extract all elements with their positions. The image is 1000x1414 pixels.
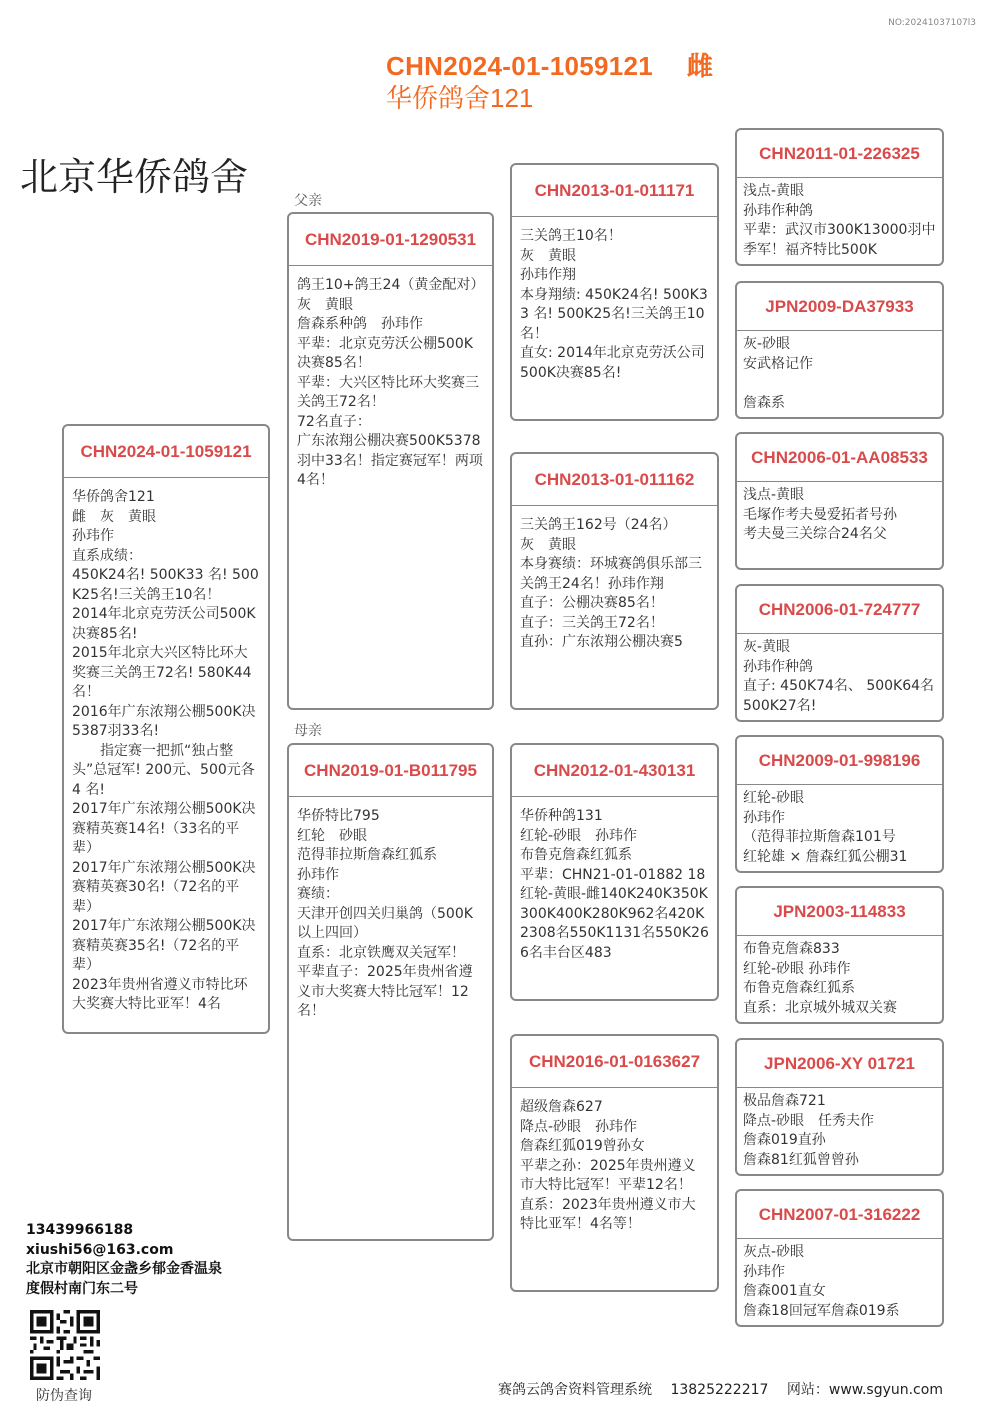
great-grandparent-ring: CHN2007-01-316222 — [737, 1191, 942, 1239]
detail-line: 天津开创四关归巢鸽（500K以上四回） — [297, 905, 473, 941]
great-grandparent-card — [735, 432, 944, 570]
detail-line: 红轮雄 × 詹森红狐公棚31 — [743, 848, 908, 865]
detail-line: 詹森81红狐曾曾孙 — [743, 1151, 859, 1168]
detail-line: 平辈：武汉市300K13000羽中季军！福齐特比500K — [743, 222, 936, 258]
detail-line: 2016年广东浓翔公棚500K决5387羽33名! — [72, 703, 256, 739]
great-grandparent-card — [735, 128, 944, 266]
detail-line: 2015年北京大兴区特比环大奖赛三关鸽王72名! 580K44名！ — [72, 645, 252, 700]
detail-line: 直女: 2014年北京克劳沃公司500K决赛85名! — [520, 345, 705, 381]
detail-line: 安武格记作 — [743, 355, 813, 372]
detail-line: 华侨种鸽131 — [520, 808, 603, 824]
detail-line: 降点-砂眼 孙玮作 — [520, 1118, 638, 1135]
great-grandparent-card — [735, 886, 944, 1024]
great-grandparent-ring: CHN2006-01-724777 — [737, 586, 942, 634]
detail-line: 平辈：CHN21-01-01882 18红轮-黄眼-雌140K240K350K300K400K280K962名420K2308名550K1131名550K266名丰台区483 — [520, 866, 709, 961]
detail-line: 直子：三关鸽王72名！ — [520, 614, 664, 631]
great-grandparent-ring: JPN2006-XY 01721 — [737, 1040, 942, 1088]
footer-text: 赛鸽云鸽舍资料管理系统 13825222217 网站：www.sgyun.com — [498, 1382, 943, 1398]
grandparent-details — [512, 217, 717, 389]
grandparent-details — [512, 1088, 717, 1241]
detail-line: 考夫曼三关综合24名父 — [743, 526, 887, 542]
sire-details — [289, 266, 492, 497]
grandsire-maternal-card — [510, 743, 719, 1001]
header-ring-number: CHN2024-01-1059121 雌 — [386, 51, 714, 81]
contact-address-line2: 度假村南门东二号 — [26, 1280, 138, 1297]
detail-line: 平辈：大兴区特比环大奖赛三关鸽王72名！ — [297, 374, 479, 410]
detail-line: 詹森系 — [743, 394, 785, 411]
detail-line: 平辈：北京克劳沃公棚500K决赛85名！ — [297, 335, 473, 371]
detail-line: 鸽王10+鸽王24（黄金配对） — [297, 277, 485, 293]
detail-line: 灰-黄眼 — [743, 639, 791, 655]
detail-line: 孙玮作 — [297, 866, 339, 883]
contact-address-line1: 北京市朝阳区金盏乡郁金香温泉 — [26, 1261, 222, 1277]
document-number: NO:20241037107l3 — [888, 18, 976, 28]
granddam-paternal-card — [510, 452, 719, 710]
great-grandparent-card — [735, 1189, 944, 1327]
detail-line: 詹森系种鸽 孙玮作 — [297, 316, 423, 332]
detail-line: 浅点-黄眼 — [743, 183, 805, 199]
great-grandparent-ring: JPN2009-DA37933 — [737, 283, 942, 331]
detail-line: 灰 黄眼 — [297, 296, 353, 313]
subject-card — [62, 424, 270, 1034]
detail-line: 孙玮作翔 — [520, 267, 576, 283]
detail-line: 华侨鸽舍121 — [72, 489, 155, 505]
dam-label: 母亲 — [294, 723, 322, 739]
great-grandparent-details — [737, 178, 942, 264]
detail-line: 直系：北京城外城双关赛 — [743, 999, 897, 1016]
detail-line: 布鲁克詹森红狐系 — [520, 847, 632, 863]
detail-line: 浅点-黄眼 — [743, 487, 805, 503]
detail-line: 詹森18回冠军詹森019系 — [743, 1302, 900, 1319]
detail-line: 本身翔绩: 450K24名! 500K33 名! 500K25名!三关鸽王10名！ — [520, 286, 708, 342]
detail-line: 极品詹森721 — [743, 1093, 826, 1109]
great-grandparent-card — [735, 1038, 944, 1176]
detail-line: 450K24名! 500K33 名! 500K25名!三关鸽王10名！ — [72, 567, 259, 603]
detail-line: 直子：公棚决赛85名！ — [520, 595, 664, 611]
detail-line — [743, 374, 936, 394]
detail-line: 赛绩： — [297, 886, 339, 902]
dam-card — [287, 743, 494, 1241]
detail-line: 范得菲拉斯詹森红狐系 — [297, 847, 437, 863]
great-grandparent-details — [737, 482, 942, 549]
detail-line: 三关鸽王10名！ — [520, 228, 622, 244]
detail-line: 直系：北京铁鹰双关冠军！ — [297, 944, 465, 961]
detail-line: 詹森019直孙 — [743, 1132, 826, 1148]
detail-line: 灰-砂眼 — [743, 336, 791, 352]
detail-line: 红轮-砂眼 孙玮作 — [743, 960, 851, 977]
detail-line: 平辈之孙：2025年贵州遵义市大特比冠军！平辈12名！ — [520, 1157, 696, 1193]
detail-line: 2014年北京克劳沃公司500K决赛85名! — [72, 606, 256, 642]
detail-line: 直子: 450K74名、 500K64名500K27名! — [743, 678, 935, 714]
grandparent-ring: CHN2016-01-0163627 — [512, 1036, 717, 1088]
great-grandparent-ring: CHN2011-01-226325 — [737, 130, 942, 178]
qr-code-icon[interactable] — [30, 1310, 100, 1380]
grandparent-details — [512, 506, 717, 659]
great-grandparent-details — [737, 634, 942, 720]
great-grandparent-card — [735, 735, 944, 873]
detail-line: 孙玮作 — [743, 809, 785, 826]
subject-details — [64, 478, 268, 1021]
detail-line: 平辈直子：2025年贵州省遵义市大奖赛大特比冠军！12名！ — [297, 964, 473, 1019]
great-grandparent-ring: JPN2003-114833 — [737, 888, 942, 936]
detail-line: 布鲁克詹森833 — [743, 941, 840, 957]
contact-info — [26, 1221, 222, 1299]
great-grandparent-card — [735, 281, 944, 419]
detail-line: 直系：2023年贵州遵义市大特比亚军！4名等！ — [520, 1196, 696, 1232]
loft-name: 北京华侨鸽舍 — [20, 155, 249, 199]
detail-line: 孙玮作 — [72, 528, 114, 544]
detail-line: 2023年贵州省遵义市特比环大奖赛大特比亚军！4名 — [72, 976, 248, 1012]
detail-line: 孙玮作种鸽 — [743, 202, 813, 219]
grandparent-ring: CHN2013-01-011162 — [512, 454, 717, 506]
detail-line: 灰 黄眼 — [520, 247, 576, 264]
detail-line: 三关鸽王162号（24名） — [520, 517, 677, 533]
detail-line: 孙玮作种鸽 — [743, 658, 813, 675]
detail-line: 72名直子： — [297, 413, 371, 430]
header-pigeon-name: 华侨鸽舍121 — [386, 83, 534, 113]
detail-line: 2017年广东浓翔公棚500K决赛精英赛14名!（33名的平辈） — [72, 801, 256, 856]
detail-line: 詹森红狐019曾孙女 — [520, 1138, 645, 1154]
detail-line: （范得菲拉斯詹森101号 — [743, 829, 896, 845]
detail-line: 毛塚作考夫曼爱拓者号孙 — [743, 506, 897, 523]
great-grandparent-details — [737, 331, 942, 417]
sire-label: 父亲 — [294, 193, 322, 209]
detail-line: 布鲁克詹森红狐系 — [743, 980, 855, 996]
sire-card — [287, 212, 494, 710]
detail-line: 红轮 砂眼 — [297, 827, 367, 844]
great-grandparent-details — [737, 1239, 942, 1325]
great-grandparent-card — [735, 584, 944, 722]
great-grandparent-details — [737, 936, 942, 1022]
grandparent-ring: CHN2012-01-430131 — [512, 745, 717, 797]
grandsire-paternal-card — [510, 163, 719, 421]
detail-line: 红轮-砂眼 孙玮作 — [520, 827, 638, 844]
great-grandparent-details — [737, 1088, 942, 1174]
detail-line: 詹森001直女 — [743, 1283, 826, 1299]
detail-line: 2017年广东浓翔公棚500K决赛精英赛30名!（72名的平辈） — [72, 859, 256, 915]
dam-ring: CHN2019-01-B011795 — [289, 745, 492, 797]
sire-ring: CHN2019-01-1290531 — [289, 214, 492, 266]
detail-line: 孙玮作 — [743, 1263, 785, 1280]
dam-details — [289, 797, 492, 1028]
great-grandparent-details — [737, 785, 942, 871]
detail-line: 直孙：广东浓翔公棚决赛5 — [520, 634, 683, 650]
detail-line: 2017年广东浓翔公棚500K决赛精英赛35名!（72名的平辈） — [72, 918, 256, 973]
subject-ring: CHN2024-01-1059121 — [64, 426, 268, 478]
detail-line: 雌 灰 黄眼 — [72, 508, 156, 525]
great-grandparent-ring: CHN2006-01-AA08533 — [737, 434, 942, 482]
contact-phone: 13439966188 — [26, 1222, 134, 1238]
detail-line: 灰 黄眼 — [520, 536, 576, 553]
detail-line: 指定赛一把抓“独占整头”总冠军! 200元、500元各4 名! — [72, 742, 255, 798]
detail-line: 广东浓翔公棚决赛500K5378羽中33名！指定赛冠军！两项4名！ — [297, 433, 483, 488]
contact-email: xiushi56@163.com — [26, 1241, 174, 1258]
detail-line: 红轮-砂眼 — [743, 790, 805, 806]
great-grandparent-ring: CHN2009-01-998196 — [737, 737, 942, 785]
detail-line: 降点-砂眼 任秀夫作 — [743, 1112, 875, 1129]
qr-label: 防伪查询 — [36, 1388, 92, 1404]
grandparent-ring: CHN2013-01-011171 — [512, 165, 717, 217]
detail-line: 华侨特比795 — [297, 808, 380, 824]
granddam-maternal-card — [510, 1034, 719, 1292]
detail-line: 直系成绩： — [72, 547, 142, 564]
detail-line: 超级詹森627 — [520, 1099, 603, 1115]
detail-line: 灰点-砂眼 — [743, 1244, 805, 1260]
detail-line: 本身赛绩：环城赛鸽俱乐部三关鸽王24名！孙玮作翔 — [520, 556, 702, 592]
grandparent-details — [512, 797, 717, 969]
